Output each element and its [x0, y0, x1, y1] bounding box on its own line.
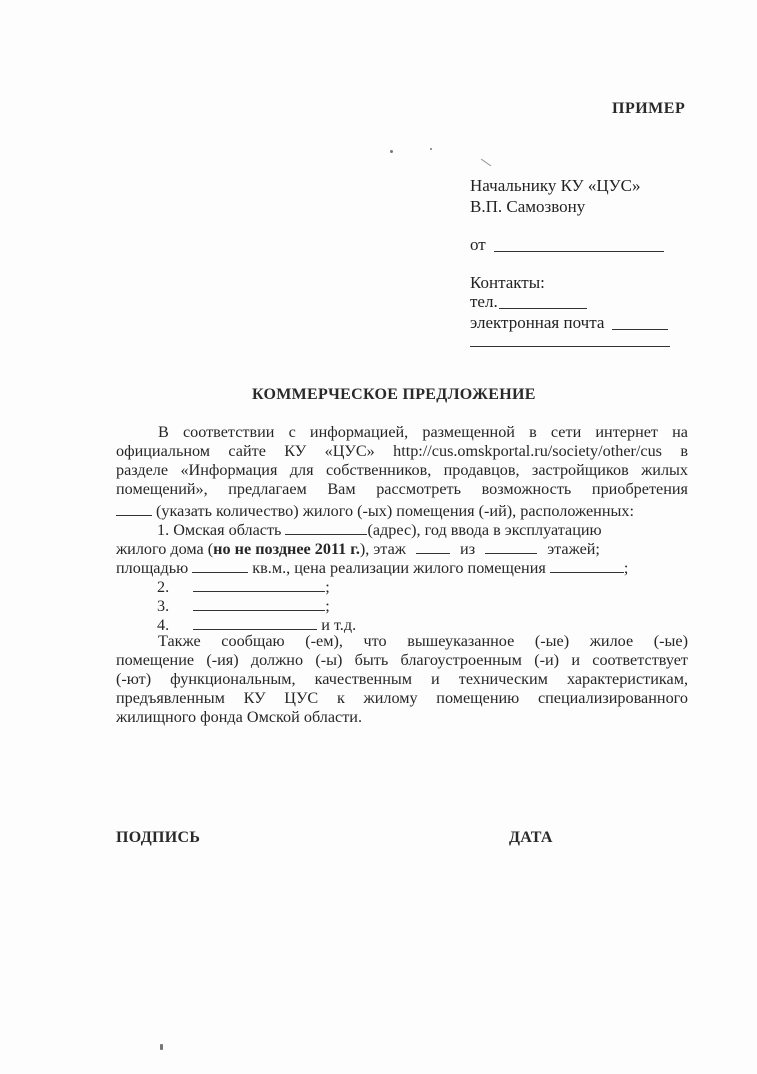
para1-line2: официальном сайте КУ «ЦУС» http://cus.omskportal.ru/society/other/cus в	[116, 442, 688, 460]
total-floors-blank	[485, 537, 537, 554]
para2-line4: предъявленным КУ ЦУС к жилому помещению специализированного	[116, 689, 688, 707]
sample-label: ПРИМЕР	[612, 100, 686, 117]
item3-blank	[193, 594, 325, 611]
floor-blank	[416, 537, 450, 554]
para2-line3: (-ют) функциональным, качественным и техническим характеристикам,	[116, 670, 688, 688]
date-label: ДАТА	[509, 829, 553, 846]
addressee-line-1: Начальнику КУ «ЦУС»	[470, 176, 641, 195]
para1-line3: разделе «Информация для собственников, продавцов, застройщиков жилых	[116, 461, 688, 479]
email-blank	[612, 329, 668, 330]
para1-line5: (указать количество) жилого (-ых) помещения (-ий), расположенных:	[116, 499, 634, 521]
scan-speck	[160, 1044, 163, 1050]
item3: 3. ;	[157, 594, 330, 616]
extra-contact-blank	[470, 346, 670, 347]
scan-mark	[481, 159, 491, 167]
item1-line3: площадью кв.м., цена реализации жилого помещения ;	[116, 556, 628, 578]
price-blank	[550, 556, 624, 573]
quantity-blank	[116, 499, 152, 516]
area-blank	[192, 556, 248, 573]
addressee-line-2: В.П. Самозвону	[470, 197, 586, 216]
from-blank	[494, 251, 664, 252]
item1-line2: жилого дома (но не позднее 2011 г.), этаж из этажей;	[116, 537, 600, 559]
email-label: электронная почта	[470, 313, 605, 332]
scan-speck	[430, 148, 432, 150]
item4-blank	[193, 613, 317, 630]
para2-line2: помещение (-ия) должно (-ы) быть благоустроенным (-и) и соответствует	[116, 651, 688, 669]
phone-blank	[499, 308, 587, 309]
para1-line1: В соответствии с информацией, размещенной в сети интернет на	[158, 423, 688, 441]
address-blank	[285, 518, 367, 535]
item2-blank	[193, 575, 325, 592]
para2-line1: Также сообщаю (-ем), что вышеуказанное (-ые) жилое (-ые)	[158, 632, 688, 650]
document-title: КОММЕРЧЕСКОЕ ПРЕДЛОЖЕНИЕ	[252, 386, 536, 403]
from-label: от	[470, 235, 486, 254]
item2: 2. ;	[157, 575, 330, 597]
phone-label: тел.	[470, 292, 498, 311]
para1-line4: помещений», предлагаем Вам рассмотреть возможность приобретения	[116, 480, 688, 498]
item1-line1: 1. Омская область (адрес), год ввода в эксплуатацию	[157, 518, 602, 540]
item4: 4. и т.д.	[157, 613, 356, 635]
scan-speck	[390, 150, 393, 153]
signature-label: ПОДПИСЬ	[116, 829, 201, 846]
contacts-label: Контакты:	[470, 273, 545, 292]
para2-line5: жилищного фонда Омской области.	[116, 708, 363, 726]
